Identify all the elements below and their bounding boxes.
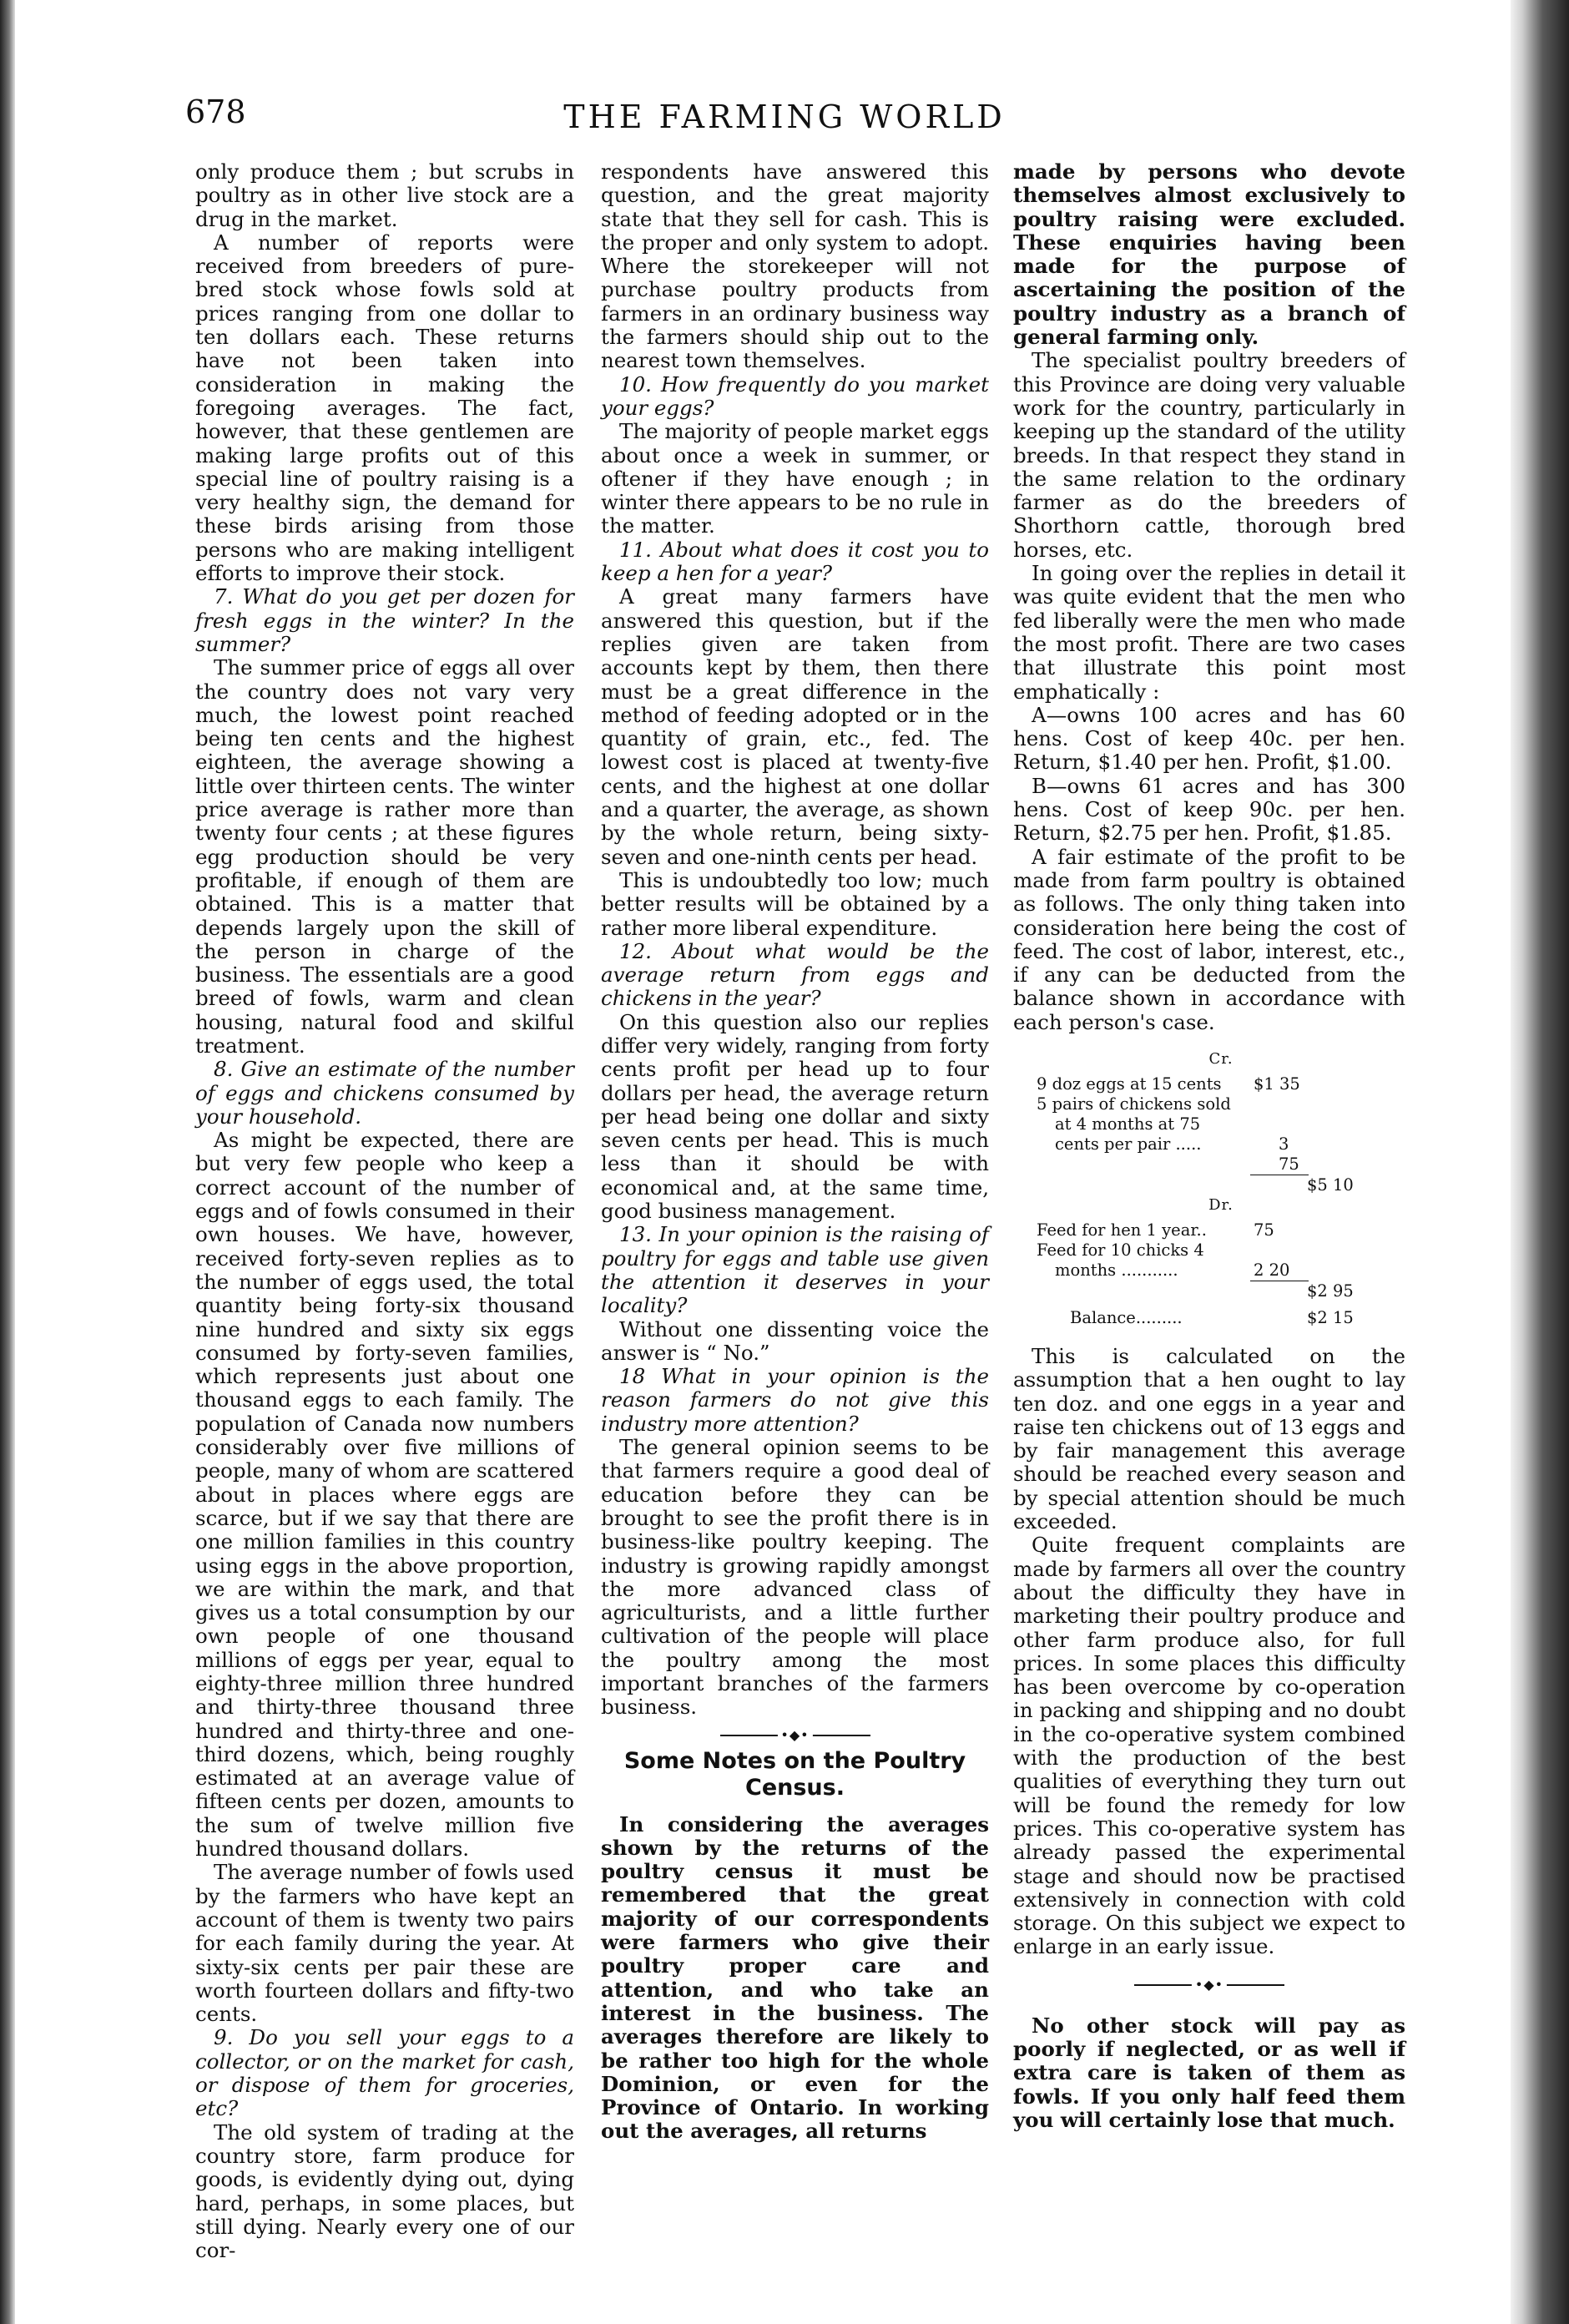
paragraph: The average number of fowls used by the farmers who have kept an account of them is twenty two pairs for each family during the year. At sixty-six cents per pair these are worth fourteen dollars and fifty-two cents. bbox=[195, 1860, 574, 2027]
scan-right-edge bbox=[1511, 0, 1569, 2324]
question-9: 9. Do you sell your eggs to a collector, or on the market for cash, or dispose of them for groceries, etc? bbox=[195, 2025, 574, 2121]
paragraph: No other stock will pay as poorly if neglected, or as well if extra care is taken of them as fowls. If you only half feed them you will certainly lose that much. bbox=[1013, 2013, 1405, 2132]
account-row bbox=[1037, 1094, 1405, 1114]
debit-heading: Dr. bbox=[1208, 1195, 1234, 1214]
account-row bbox=[1037, 1240, 1405, 1261]
account-label: months ........... bbox=[1055, 1260, 1178, 1280]
column-right bbox=[1013, 160, 1405, 2132]
section-heading: Some Notes on the Poultry Census. bbox=[623, 1747, 966, 1801]
paragraph: In going over the replies in detail it was quite evident that the men who fed liberally were the men who made the most profit. There are two cases that illustrate this point most emphatically : bbox=[1013, 561, 1405, 704]
paragraph: only produce them ; but scrubs in poultry as in other live stock are a drug in the market. bbox=[195, 159, 574, 231]
paragraph: This is calculated on the assumption that a hen ought to lay ten doz. and one eggs in a year and raise ten chickens out of 13 eggs and by fair management this average should be reached every season and by special attention should be much exceeded. bbox=[1013, 1343, 1405, 1534]
paragraph: On this question also our replies differ very widely, ranging from forty cents profit per head up to four dollars per head, the average return per head being one dollar and sixty seven cents per head. This is much less than it should be with economical and, at the same time, good business management. bbox=[601, 1009, 989, 1224]
paragraph: The specialist poultry breeders of this Province are doing very valuable work for the country, particularly in keeping up the standard of the utility breeds. In that respect they stand in the same relation to the ordinary farmer as do the breeders of Shorthorn cattle, thorough bred horses, etc. bbox=[1013, 348, 1405, 562]
question-10: 10. How frequently do you market your eggs? bbox=[601, 371, 989, 420]
paragraph: The summer price of eggs all over the country does not vary very much, the lowest point reached being ten cents and the highest eighteen, the average showing a little over thirteen cents. The winter price average is rather more than twenty four cents ; at these figures egg production should be very profitable, if enough of them are obtained. This is a matter that depends largely upon the skill of the person in charge of the business. The essentials are a good breed of fowls, warm and clean housing, natural food and skilful treatment. bbox=[195, 655, 574, 1058]
paragraph: Quite frequent complaints are made by farmers all over the country about the difficulty they have in marketing their poultry produce and other farm produce also, for full prices. In some places this difficulty has been overcome by co-operation in packing and shipping and no doubt in the co-operative system combined with the production of the best qualities of everything they turn out will be found the remedy for low prices. This co-operative system has already passed the experimental stage and should now be practised extensively in connection with cold storage. On this subject we expect to enlarge in an early issue. bbox=[1013, 1533, 1405, 1959]
question-12: 12. About what would be the average return from eggs and chickens in the year? bbox=[601, 938, 989, 1011]
account-row bbox=[1037, 1220, 1405, 1240]
paragraph: respondents have answered this question, and the great majority state that they sell for cash. This is the proper and only system to adopt. Where the storekeeper will not purchase poultry products from farmers in an ordinary business way the farmers should ship out to the nearest town themselves. bbox=[601, 159, 989, 373]
account-row bbox=[1037, 1134, 1405, 1175]
debit-total: $2 95 bbox=[1307, 1281, 1354, 1301]
account-value: 3 75 bbox=[1279, 1134, 1299, 1174]
paragraph: The old system of trading at the country store, farm produce for goods, is evidently dying out, dying hard, perhaps, in some places, but still dying. Nearly every one of our cor- bbox=[195, 2119, 574, 2263]
account-row bbox=[1037, 1261, 1405, 1281]
divider-ornament: •◆• bbox=[1192, 1978, 1227, 1993]
balance-value: $2 15 bbox=[1307, 1307, 1354, 1327]
account-label: Feed for 10 chicks 4 bbox=[1037, 1240, 1204, 1260]
column-left bbox=[195, 160, 574, 2262]
balance-label: Balance......... bbox=[1070, 1307, 1183, 1327]
paragraph: In considering the averages shown by the returns of the poultry census it must be remembered that the great majority of our correspondents were farmers who give their poultry proper care and attention, and who take an interest in the business. The averages therefore are likely to be rather too high for the whole Dominion, or even for the Province of Ontario. In working out the averages, all returns bbox=[601, 1811, 989, 2144]
account-row bbox=[1037, 1114, 1405, 1134]
account-label: 9 doz eggs at 15 cents bbox=[1037, 1074, 1222, 1094]
credit-heading: Cr. bbox=[1208, 1049, 1234, 1068]
page-number: 678 bbox=[185, 93, 246, 130]
account-row bbox=[1037, 1281, 1405, 1301]
paragraph: The general opinion seems to be that farmers require a good deal of education before they can be brought to see the profit there is in business-like poultry keeping. The industry is growing rapidly amongst the more advanced class of agriculturists, and a little further cultivation of the people will place the poultry among the most important branches of the farmers business. bbox=[601, 1435, 989, 1720]
account-label: at 4 months at 75 bbox=[1055, 1114, 1201, 1134]
case-b: B—owns 61 acres and has 300 hens. Cost of keep 90c. per hen. Return, $2.75 per hen. Profit, $1.85. bbox=[1013, 773, 1405, 846]
account-label: 5 pairs of chickens sold bbox=[1037, 1094, 1231, 1114]
scan-left-edge bbox=[0, 0, 15, 2324]
case-a: A—owns 100 acres and has 60 hens. Cost of keep 40c. per hen. Return, $1.40 per hen. Profit, $1.00. bbox=[1013, 702, 1405, 775]
paragraph: A great many farmers have answered this question, but if the replies given are taken from accounts kept by them, then there must be a great difference in the method of feeding adopted or in the quantity of grain, etc., fed. The lowest cost is placed at twenty-five cents, and the highest at one dollar and a quarter, the average, as shown by the whole return, being sixty-seven and one-ninth cents per head. bbox=[601, 584, 989, 869]
question-18: 18 What in your opinion is the reason farmers do not give this industry more attention? bbox=[601, 1364, 989, 1436]
question-7: 7. What do you get per dozen for fresh eggs in the winter? In the summer? bbox=[195, 584, 574, 656]
account-row bbox=[1037, 1308, 1405, 1328]
question-11: 11. About what does it cost you to keep a hen for a year? bbox=[601, 537, 989, 586]
section-divider bbox=[1134, 1976, 1284, 1993]
account-row bbox=[1037, 1175, 1405, 1195]
question-8: 8. Give an estimate of the number of eggs and chickens consumed by your household. bbox=[195, 1057, 574, 1129]
account-label: Feed for hen 1 year.. bbox=[1037, 1220, 1207, 1240]
column-middle bbox=[601, 160, 989, 2144]
account-value: 75 bbox=[1254, 1220, 1274, 1240]
account-value: 2 20 bbox=[1254, 1260, 1290, 1280]
profit-account bbox=[1037, 1049, 1405, 1328]
paragraph: The majority of people market eggs about once a week in summer, or oftener if they have enough ; in winter there appears to be no rule in the matter. bbox=[601, 419, 989, 538]
account-row bbox=[1037, 1074, 1405, 1094]
page-title: THE FARMING WORLD bbox=[563, 99, 1006, 135]
paragraph: Without one dissenting voice the answer is “ No.” bbox=[601, 1316, 989, 1365]
divider-ornament: •◆• bbox=[777, 1728, 812, 1743]
paragraph: made by persons who devote themselves almost exclusively to poultry raising were excluded. These enquiries having been made for the purpose of ascertaining the position of the poultry industry as a branch of general farming only. bbox=[1013, 159, 1405, 350]
credit-total: $5 10 bbox=[1307, 1175, 1354, 1195]
paragraph: A fair estimate of the profit to be made from farm poultry is obtained as follows. The only thing taken into consideration here being the cost of feed. The cost of labor, interest, etc., if any can be deducted from the balance shown in accordance with each person's case. bbox=[1013, 844, 1405, 1034]
section-divider bbox=[720, 1726, 870, 1743]
account-label: cents per pair ..... bbox=[1055, 1134, 1202, 1154]
paragraph: As might be expected, there are but very few people who keep a correct account of the number of eggs and of fowls consumed in their own houses. We have, however, received forty-seven replies as to the number of eggs used, the total quantity being forty-six thousand nine hundred and sixty six eggs consumed by forty-seven families, which represents just about one thousand eggs to each family. The population of Canada now numbers considerably over five millions of people, many of whom are scattered about in places where eggs are scarce, but if we say that there are one million families in this country using eggs in the above proportion, we are within the mark, and that gives us a total consumption by our own people of one thousand millions of eggs per year, equal to eighty-three million three hundred and thirty-three thousand three hundred and thirty-three and one-third dozens, which, being roughly estimated at an average value of fifteen cents per dozen, amounts to the sum of twelve million five hundred thousand dollars. bbox=[195, 1128, 574, 1862]
question-13: 13. In your opinion is the raising of poultry for eggs and table use given the attention it deserves in your locality? bbox=[601, 1222, 989, 1318]
account-value: $1 35 bbox=[1254, 1074, 1300, 1094]
paragraph: A number of reports were received from breeders of pure-bred stock whose fowls sold at prices ranging from one dollar to ten dollars each. These returns have not been taken into consideration in making the foregoing averages. The fact, however, that these gentlemen are making large profits out of this special line of poultry raising is a very healthy sign, the demand for these birds arising from those persons who are making intelligent efforts to improve their stock. bbox=[195, 230, 574, 586]
paragraph: This is undoubtedly too low; much better results will be obtained by a rather more liberal expenditure. bbox=[601, 867, 989, 940]
